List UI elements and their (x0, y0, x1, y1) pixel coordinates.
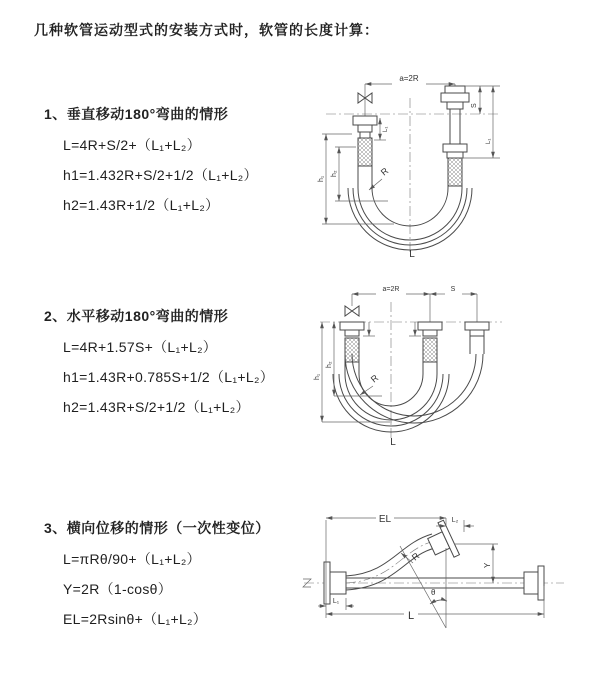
dim-label-l1-left: L₁ (383, 126, 389, 132)
radius-label: R (409, 550, 422, 563)
section-2-heading: 2、水平移动180°弯曲的情形 (44, 308, 229, 324)
section-3-formula-y: Y=2R（1-cosθ） (63, 581, 173, 597)
section-1-formula-h2: h2=1.43R+1/2（L₁+L₂） (63, 197, 220, 213)
page-title: 几种软管运动型式的安装方式时，软管的长度计算： (34, 22, 379, 38)
dim-label-h2: h₂ (326, 361, 333, 368)
braided-hose-middle (423, 338, 437, 362)
section-1-formula-l: L=4R+S/2+（L₁+L₂） (63, 137, 201, 153)
braided-hose-left (358, 138, 372, 166)
diagram-lateral-displacement (296, 502, 596, 657)
dim-label-l1: L₁ (332, 598, 340, 605)
braided-hose-right (448, 158, 462, 186)
dim-label-h1: h₁ (314, 373, 321, 380)
displaced-flange (423, 520, 459, 564)
section-1-heading: 1、垂直移动180°弯曲的情形 (44, 106, 229, 122)
dim-label-h2: h₂ (331, 170, 338, 177)
radius-label: R (378, 165, 391, 178)
radius-label: R (368, 372, 381, 385)
dim-label-el: EL (378, 514, 392, 525)
dim-label-l: L (407, 610, 415, 622)
diagram-horizontal-180-bend (312, 282, 597, 450)
dim-label-a2r: a=2R (382, 286, 400, 293)
dim-label-s: S (471, 103, 478, 108)
section-3-formula-el: EL=2Rsinθ+（L₁+L₂） (63, 611, 208, 627)
section-3-formula-l: L=πRθ/90+（L₁+L₂） (63, 551, 201, 567)
dim-label-s: S (450, 286, 456, 293)
dim-label-a2r: a=2R (399, 74, 419, 83)
dim-label-l2: L₂ (451, 517, 459, 524)
length-label: L (390, 437, 396, 448)
section-3-heading: 3、横向位移的情形（一次性变位） (44, 520, 270, 536)
diagram-vertical-180-bend (312, 70, 584, 260)
section-2-formula-h2: h2=1.43R+S/2+1/2（L₁+L₂） (63, 399, 250, 415)
dim-label-y: Y (483, 562, 492, 568)
section-2-formula-h1: h1=1.43R+0.785S+1/2（L₁+L₂） (63, 369, 274, 385)
dim-label-h1: h₁ (318, 175, 325, 182)
dim-label-l1-right: L₁ (486, 138, 492, 144)
section-1-formula-h1: h1=1.432R+S/2+1/2（L₁+L₂） (63, 167, 258, 183)
section-2-formula-l: L=4R+1.57S+（L₁+L₂） (63, 339, 218, 355)
valve-icon (345, 306, 359, 316)
length-label: L (409, 249, 415, 260)
angle-label: θ (431, 588, 436, 597)
